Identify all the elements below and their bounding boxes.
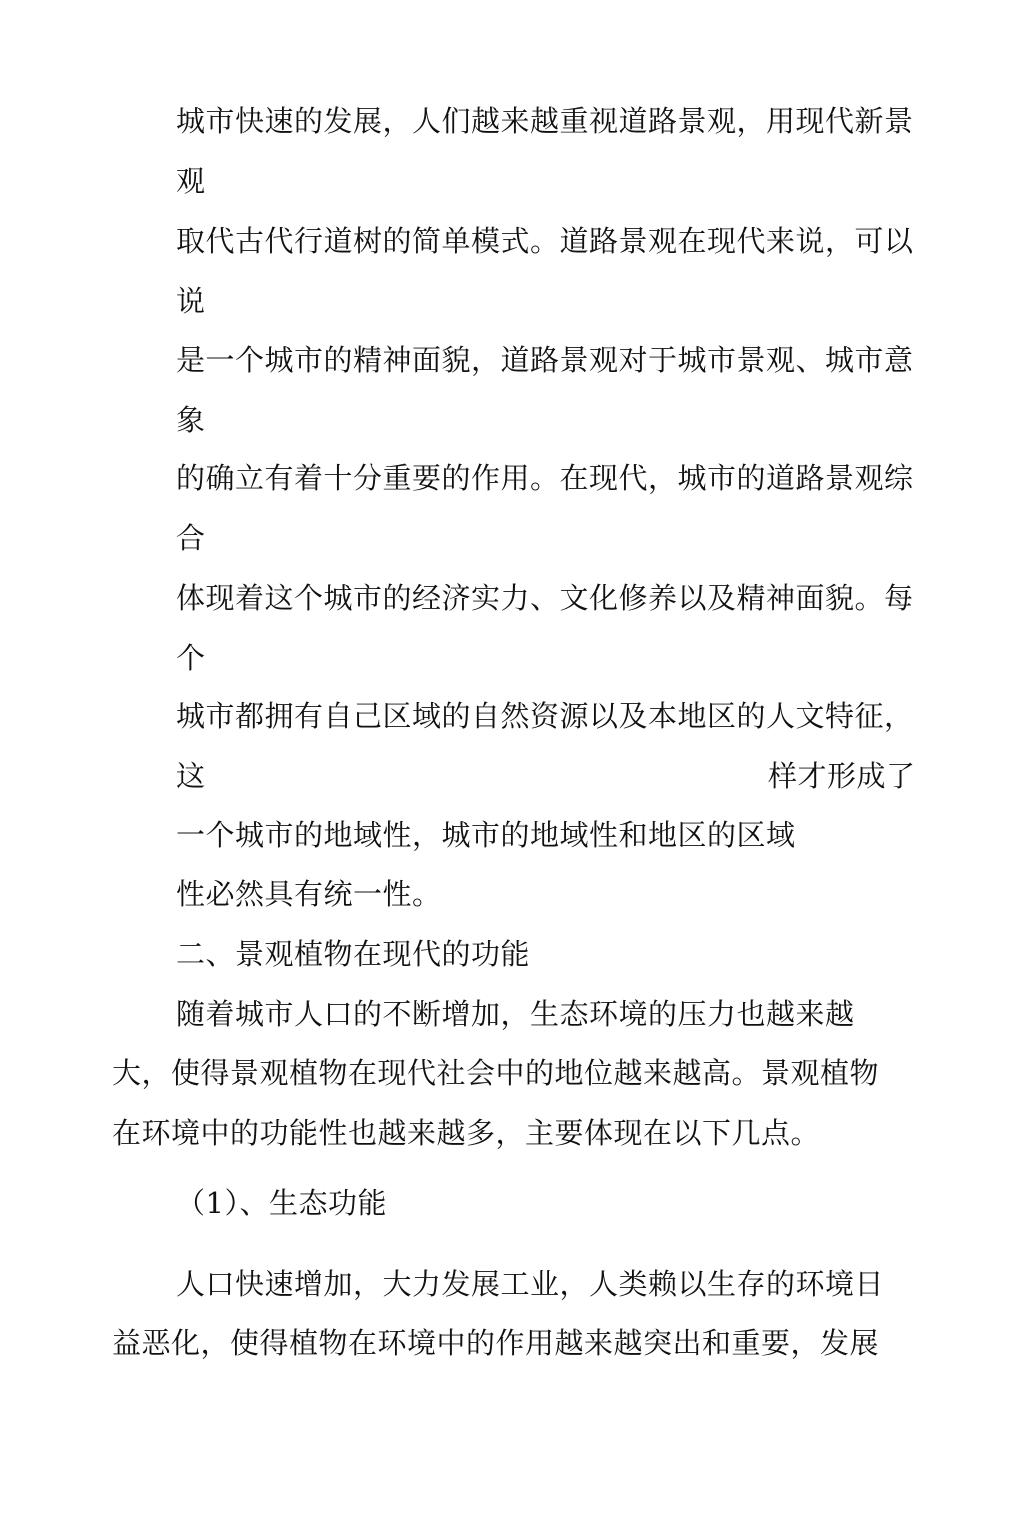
text-line: 是一个城市的精神面貌，道路景观对于城市景观、城市意 — [176, 343, 914, 377]
subheading: （1）、生态功能 — [176, 1186, 387, 1220]
text-line: 取代古代行道树的简单模式。道路景观在现代来说，可以 — [176, 224, 914, 258]
text-line: 这 — [176, 759, 206, 793]
text-line: 一个城市的地域性，城市的地域性和地区的区域 — [176, 818, 796, 852]
section-heading: 二、景观植物在现代的功能 — [176, 937, 531, 971]
text-line: 城市都拥有自己区域的自然资源以及本地区的人文特征， — [176, 699, 914, 733]
text-line: 象 — [176, 403, 206, 437]
text-line: 的确立有着十分重要的作用。在现代，城市的道路景观综 — [176, 461, 914, 495]
paragraph-line: 人口快速增加，大力发展工业，人类赖以生存的环境日 — [176, 1267, 885, 1301]
paragraph-line: 在环境中的功能性也越来越多，主要体现在以下几点。 — [112, 1116, 821, 1150]
paragraph-line: 益恶化，使得植物在环境中的作用越来越突出和重要，发展 — [112, 1326, 880, 1360]
text-line: 合 — [176, 521, 206, 555]
text-line: 城市快速的发展，人们越来越重视道路景观，用现代新景 — [176, 104, 914, 138]
text-line: 个 — [176, 641, 206, 675]
text-line: 性必然具有统一性。 — [176, 877, 442, 911]
text-line: 说 — [176, 284, 206, 318]
text-line: 观 — [176, 164, 206, 198]
paragraph-line: 随着城市人口的不断增加，生态环境的压力也越来越 — [176, 997, 855, 1031]
text-line: 体现着这个城市的经济实力、文化修养以及精神面貌。每 — [176, 581, 914, 615]
paragraph-line: 大，使得景观植物在现代社会中的地位越来越高。景观植物 — [112, 1056, 880, 1090]
text-line: 样才形成了 — [768, 759, 916, 793]
